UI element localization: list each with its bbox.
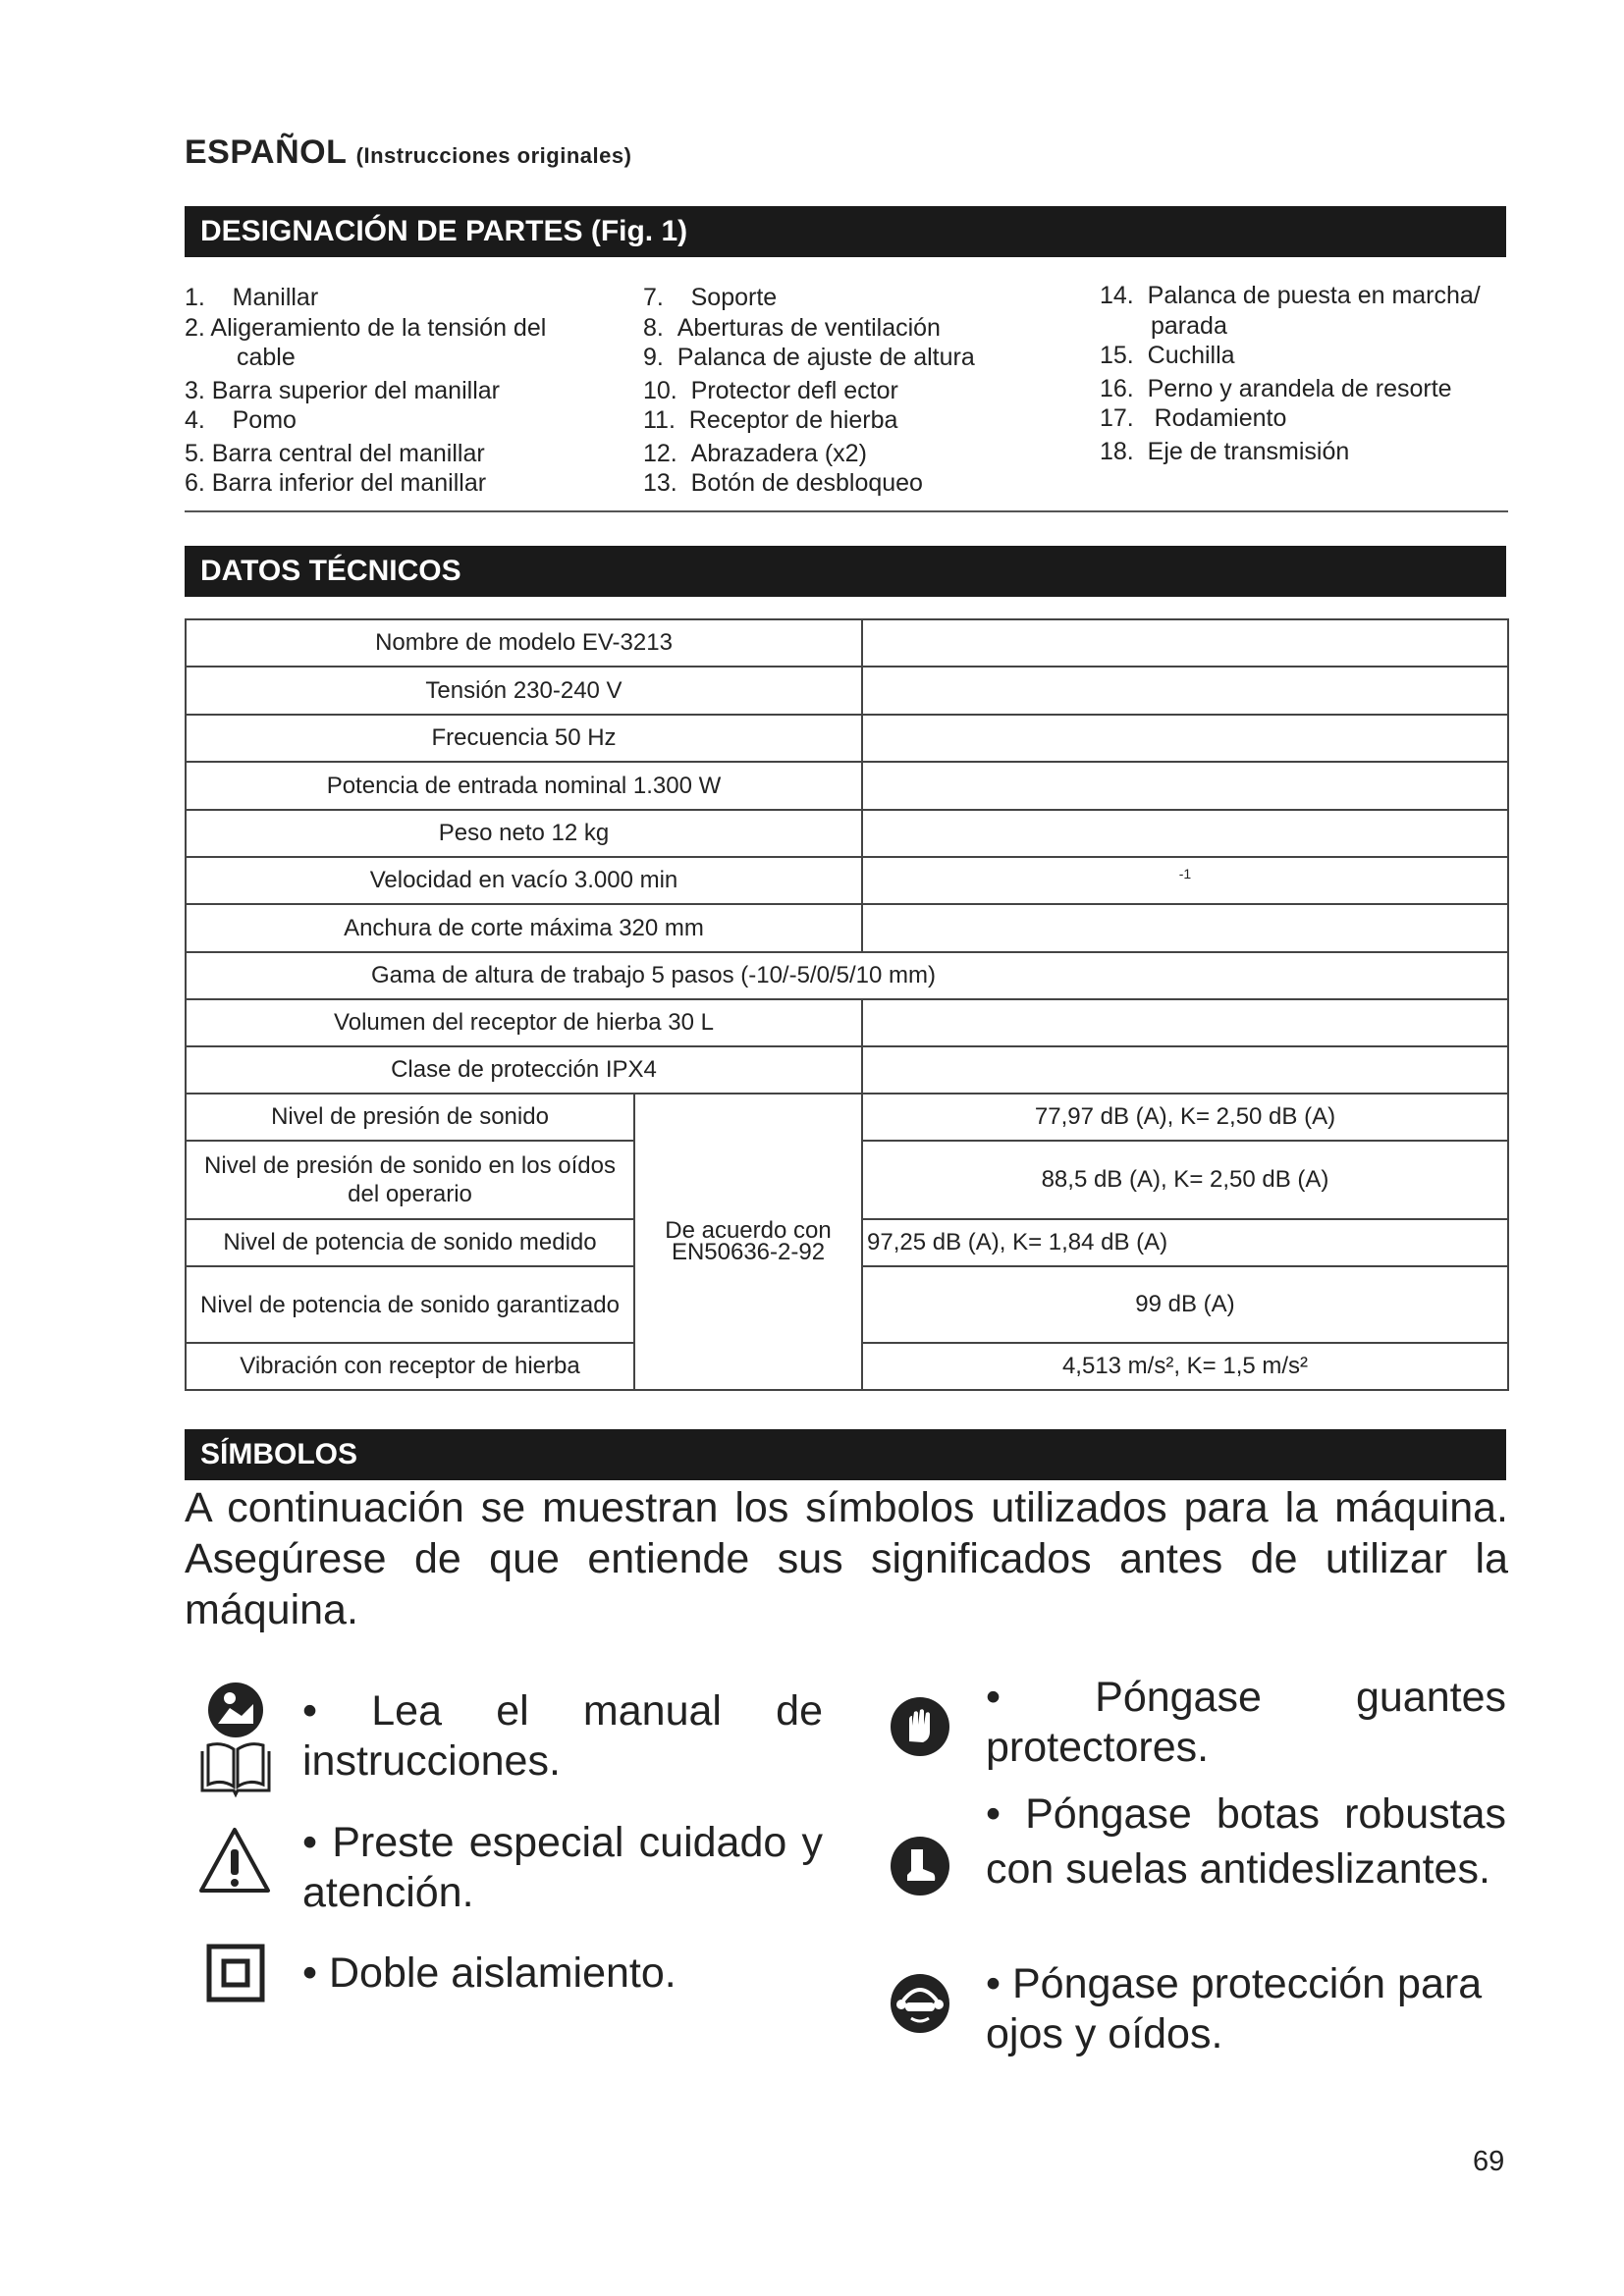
language-subtitle: (Instrucciones originales) [355,143,632,168]
technical-section-title: DATOS TÉCNICOS [185,546,1506,597]
list-item: 8. Aberturas de ventilación [643,313,941,342]
noise-label-cell: Nivel de potencia de sonido medido [186,1219,634,1266]
list-item-continuation: cable [237,344,296,371]
noise-value-cell: 99 dB (A) [862,1266,1508,1343]
table-row [186,999,1508,1046]
parts-list-col3 [1100,281,1481,466]
list-item: 14. Palanca de puesta en marcha/ [1100,282,1481,309]
noise-label-cell: Nivel de presión de sonido en los oídos del operario [186,1141,634,1219]
table-row [186,904,1508,952]
symbol-text-double-insulation [302,1949,823,1999]
boots-icon [890,1836,950,1896]
symbol-text-caution [302,1818,823,1918]
noise-label-cell: Nivel de presión de sonido [186,1094,634,1141]
symbol-text-boots [986,1787,1506,1896]
noise-value-cell: 4,513 m/s², K= 1,5 m/s² [862,1343,1508,1390]
list-item-continuation: parada [1151,311,1227,340]
parts-list-col2 [643,283,975,499]
table-cell-empty [862,999,1508,1046]
noise-value-cell: 77,97 dB (A), K= 2,50 dB (A) [862,1094,1508,1141]
table-cell: Frecuencia 50 Hz [186,715,862,762]
parts-section-title: DESIGNACIÓN DE PARTES (Fig. 1) [185,206,1506,257]
gloves-icon [890,1696,950,1757]
list-item: 7. Soporte [643,284,778,311]
parts-list-col1 [185,283,546,499]
read-manual-icon [196,1681,275,1798]
warning-triangle-icon [198,1826,271,1895]
language-title: ESPAÑOL [185,133,347,171]
list-item: 5. Barra central del manillar [185,439,485,467]
list-item: 16. Perno y arandela de resorte [1100,374,1452,402]
double-insulation-icon [206,1944,265,2002]
noise-value-cell: 97,25 dB (A), K= 1,84 dB (A) [862,1219,1508,1266]
document-language-header [185,133,631,172]
symbols-intro-paragraph: A continuación se muestran los símbolos utilizados para la máquina. Asegúrese de que entiende sus significados antes de utilizar la máquina. [185,1484,1508,1633]
symbols-section-title: SÍMBOLOS [185,1429,1506,1480]
page-number: 69 [1473,2146,1505,2177]
noise-label-cell: Vibración con receptor de hierba [186,1343,634,1390]
table-row [186,952,1508,999]
noise-standard-cell: De acuerdo con EN50636-2-92 [634,1094,862,1390]
table-cell: Potencia de entrada nominal 1.300 W [186,762,862,810]
symbol-text-eye-ear [986,1959,1506,2059]
list-item: 1. Manillar [185,284,319,311]
table-row [186,619,1508,667]
symbol-text-read-manual [302,1686,823,1787]
table-cell-empty [862,810,1508,857]
table-cell-empty [862,619,1508,667]
symbol-text: • Lea el manual de instrucciones. [302,1687,823,1785]
speed-unit-superscript: -1 [862,857,1508,904]
noise-label-cell: Nivel de potencia de sonido garantizado [186,1266,634,1343]
table-cell: Tensión 230-240 V [186,667,862,715]
list-item: 4. Pomo [185,406,297,434]
table-row [186,715,1508,762]
list-item: 9. Palanca de ajuste de altura [643,344,975,371]
table-cell-empty [862,1046,1508,1094]
table-cell: Clase de protección IPX4 [186,1046,862,1094]
list-item: 10. Protector defl ector [643,376,898,404]
table-cell-empty [862,715,1508,762]
table-row [186,1094,1508,1141]
table-cell: Velocidad en vacío 3.000 min [186,857,862,904]
eye-ear-protection-icon [890,1973,950,2034]
noise-value-cell: 88,5 dB (A), K= 2,50 dB (A) [862,1141,1508,1219]
list-item: 6. Barra inferior del manillar [185,469,487,497]
symbol-text: • Preste especial cuidado y atención. [302,1819,823,1916]
list-item: 12. Abrazadera (x2) [643,439,867,467]
table-cell-empty [862,904,1508,952]
symbol-text: • Póngase guantes protectores. [986,1674,1506,1771]
table-cell: Nombre de modelo EV-3213 [186,619,862,667]
table-cell-empty [862,762,1508,810]
list-item: 11. Receptor de hierba [643,406,898,434]
technical-data-table [185,618,1509,1391]
table-row [186,810,1508,857]
table-row [186,667,1508,715]
symbol-text: • Póngase protección para ojos y oídos. [986,1960,1483,2057]
table-cell: Peso neto 12 kg [186,810,862,857]
list-item: 13. Botón de desbloqueo [643,469,923,497]
list-item: 17. Rodamiento [1100,404,1287,432]
section-divider [185,510,1508,512]
list-item: 3. Barra superior del manillar [185,376,500,404]
table-row [186,1046,1508,1094]
list-item: 18. Eje de transmisión [1100,437,1350,465]
table-cell: Anchura de corte máxima 320 mm [186,904,862,952]
symbol-text-gloves [986,1673,1506,1773]
table-cell: Volumen del receptor de hierba 30 L [186,999,862,1046]
table-cell-empty [862,667,1508,715]
symbol-text: • Póngase botas robustas con suelas antideslizantes. [986,1790,1506,1893]
table-row [186,762,1508,810]
list-item: 2. Aligeramiento de la tensión del [185,313,547,342]
table-cell: Gama de altura de trabajo 5 pasos (-10/-5/0/5/10 mm) [186,952,1508,999]
symbol-text: • Doble aislamiento. [302,1949,677,1997]
table-row [186,857,1508,904]
list-item: 15. Cuchilla [1100,342,1235,369]
